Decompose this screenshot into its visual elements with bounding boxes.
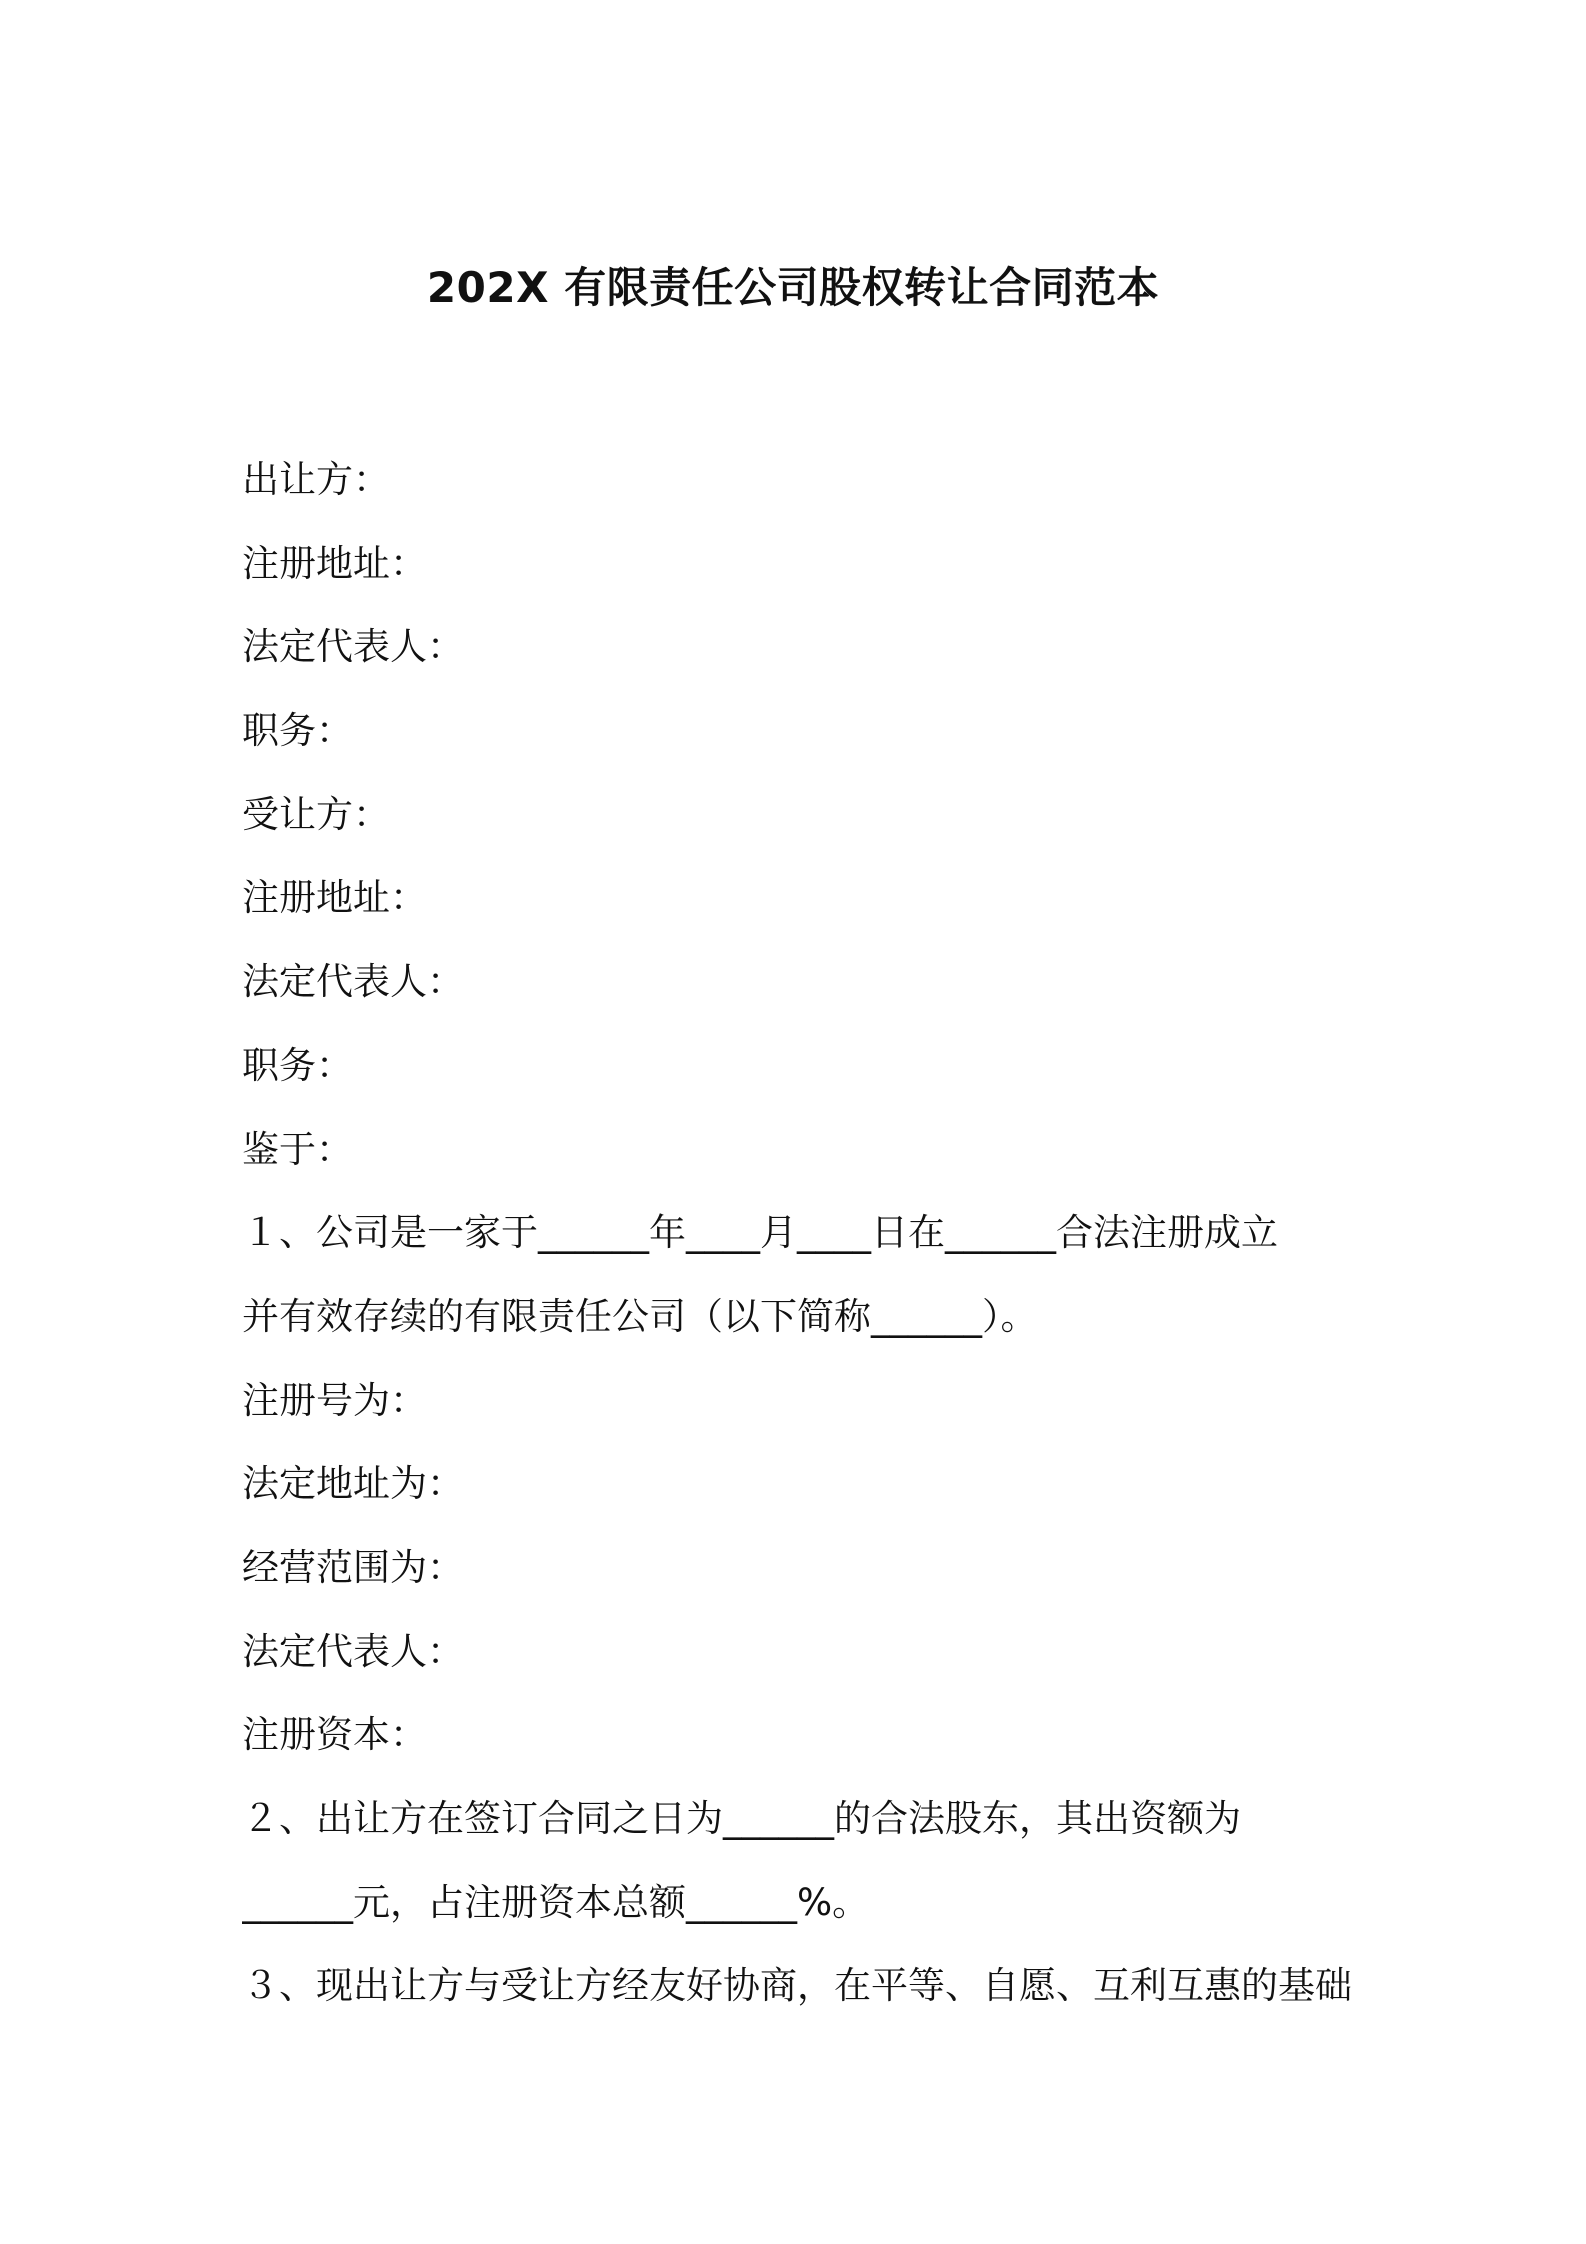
recital-2-line-2: ______元，占注册资本总额______%。 xyxy=(242,1880,870,1924)
transferee-label: 受让方： xyxy=(242,792,390,836)
company-business-scope-label: 经营范围为： xyxy=(242,1545,464,1589)
transferor-position-label: 职务： xyxy=(242,709,353,753)
company-legal-representative-label: 法定代表人： xyxy=(242,1629,464,1673)
transferor-label: 出让方： xyxy=(242,458,390,501)
company-registration-number-label: 注册号为： xyxy=(242,1378,427,1422)
recital-3-line-1: ３、现出让方与受让方经友好协商，在平等、自愿、互利互惠的基础 xyxy=(242,1964,1352,2008)
transferor-registered-address-label: 注册地址： xyxy=(242,541,427,585)
recital-1-line-2: 并有效存续的有限责任公司（以下简称______）。 xyxy=(242,1294,1038,1338)
page-title: 202X 有限责任公司股权转让合同范本 xyxy=(426,263,1160,312)
transferor-legal-representative-label: 法定代表人： xyxy=(242,625,464,669)
transferee-registered-address-label: 注册地址： xyxy=(242,876,427,920)
transferee-position-label: 职务： xyxy=(242,1043,353,1087)
company-legal-address-label: 法定地址为： xyxy=(242,1462,464,1506)
company-registered-capital-label: 注册资本： xyxy=(242,1713,427,1757)
recital-2-line-1: ２、出让方在签订合同之日为______的合法股东，其出资额为 xyxy=(242,1797,1241,1840)
whereas-heading: 鉴于： xyxy=(242,1127,353,1171)
document-body xyxy=(242,438,1492,2028)
recital-1-line-1: １、公司是一家于______年____月____日在______合法注册成立 xyxy=(242,1211,1278,1255)
transferee-legal-representative-label: 法定代表人： xyxy=(242,960,464,1004)
